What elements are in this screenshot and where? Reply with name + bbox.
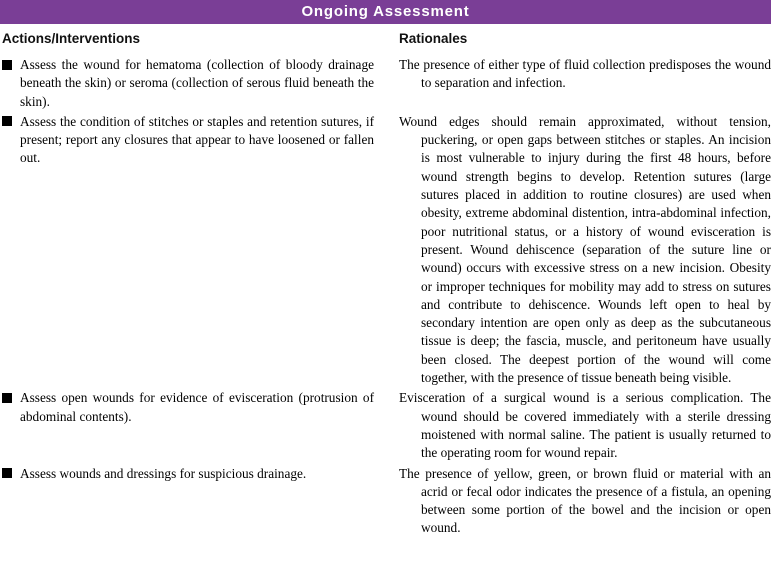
page-title: Ongoing Assessment [301, 3, 470, 20]
square-bullet-icon [2, 393, 12, 403]
action-text-3: Assess open wounds for evidence of evisceration (protrusion of abdominal contents). [20, 390, 374, 424]
rationale-text-2: Wound edges should remain approximated, without tension, puckering, or open gaps between stitches or staples. An incision is most vulnerable to injury during the first 48 hours, before wound strength begins to develop. Retention sutures (large sutures placed in addition to routine closures) are used when obesity, extreme abdominal distention, intra-abdominal infection, poor nutritional status, or a history of wound evisceration is present. Wound dehiscence (separation of the suture line or wound) occurs with excessive stress on a new incision. Obesity or improper techniques for mobility may add to stress on sutures and contribute to dehiscence. Wounds left open to heal by secondary intention are open only as deep as the subcutaneous tissue is deep; the fascia, muscle, and peritoneum have usually been closed. The deepest portion of the wound will come together, with the presence of tissue beneath being visible. [399, 113, 771, 386]
action-text-1: Assess the wound for hematoma (collection of bloody drainage beneath the skin) or seroma (collection of serous fluid beneath the skin). [20, 57, 374, 109]
action-item-2 [2, 113, 374, 387]
action-item-4 [2, 465, 374, 538]
rationale-text-3: Evisceration of a surgical wound is a serious complication. The wound should be covered immediately with a sterile dressing moistened with normal saline. The patient is usually returned to the operating room for wound repair. [399, 390, 771, 461]
action-text-4: Assess wounds and dressings for suspicious drainage. [20, 465, 307, 481]
action-item-1 [2, 56, 374, 111]
square-bullet-icon [2, 116, 12, 126]
assessment-table [0, 24, 771, 538]
action-text-2: Assess the condition of stitches or staples and retention sutures, if present; report any closures that appear to have loosened or fallen out. [20, 113, 374, 166]
rationale-text-4: The presence of yellow, green, or brown fluid or material with an acrid or fecal odor indicates the presence of a fistula, an opening between some portion of the bowel and the incision or open wound. [399, 465, 771, 536]
rationale-text-1: The presence of either type of fluid collection predisposes the wound to separation and infection. [399, 57, 771, 91]
square-bullet-icon [2, 468, 12, 478]
title-bar [0, 0, 771, 24]
square-bullet-icon [2, 60, 12, 70]
action-item-3 [2, 389, 374, 462]
column-header-rationales: Rationales [399, 31, 468, 46]
column-header-actions: Actions/Interventions [2, 31, 141, 46]
